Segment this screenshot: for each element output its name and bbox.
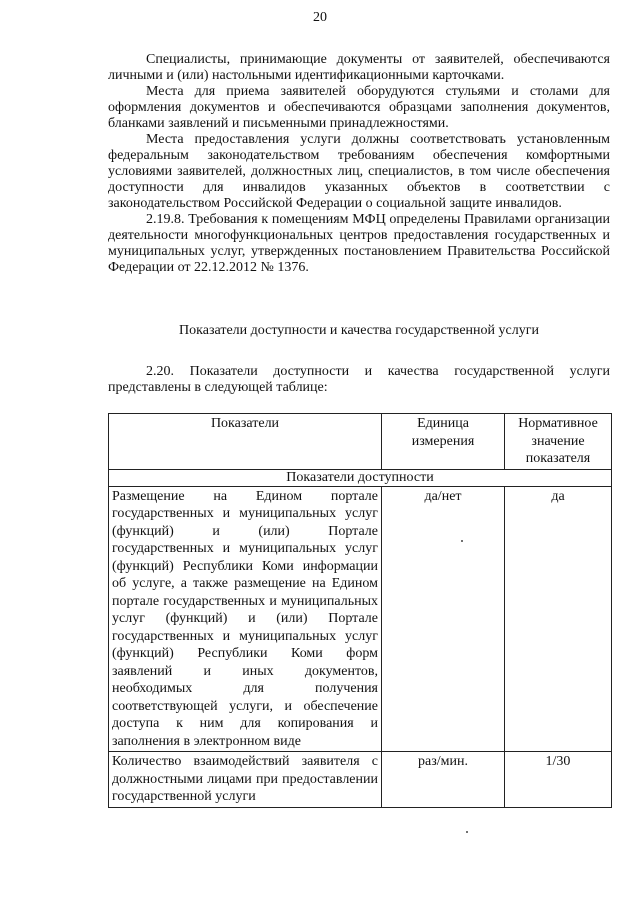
- table-header-row: [109, 414, 612, 470]
- header-cell: Единица измерения: [382, 414, 505, 470]
- table-intro: 2.20. Показатели доступности и качества государственной услуги представлены в следующей таблице:: [108, 364, 610, 395]
- header-cell: Показатели: [109, 414, 382, 470]
- section-heading: Показатели доступности и качества государственной услуги: [179, 323, 539, 338]
- scan-speck: [466, 831, 468, 833]
- page-number: 20: [313, 10, 327, 25]
- header-cell: Нормативное значение показателя: [505, 414, 612, 470]
- paragraph: Места для приема заявителей оборудуются стульями и столами для оформления документов и обеспечиваются образцами заполнения документов, бланками заявлений и письменными принадлежностями.: [108, 84, 610, 131]
- indicators-table: [108, 413, 612, 808]
- table-group-row: [109, 469, 612, 486]
- paragraph: Специалисты, принимающие документы от заявителей, обеспечиваются личными и (или) настольными идентификационными карточками.: [108, 52, 610, 83]
- paragraph: 2.19.8. Требования к помещениям МФЦ определены Правилами организации деятельности многофункциональных центров предоставления государственных и муниципальных услуг, утвержденных постановлением Правительства Российской Федерации от 22.12.2012 № 1376.: [108, 212, 610, 275]
- group-title: Показатели доступности: [109, 469, 612, 486]
- value-cell: 1/30: [505, 752, 612, 808]
- value-cell: да: [505, 486, 612, 752]
- table-row: [109, 486, 612, 752]
- indicator-cell: Размещение на Едином портале государственных и муниципальных услуг (функций) и (или) Портале государственных и муниципальных услуг (функций) Республики Коми информации об услуге, а также размещение на Едином портале государственных и муниципальных услуг (функций) и (или) Портале государственных и муниципальных услуг (функций) Республики Коми форм заявлений и иных документов, необходимых для получения соответствующей услуги, и обеспечение доступа к ним для копирования и заполнения в электронном виде: [109, 486, 382, 752]
- scan-speck: [461, 540, 463, 542]
- unit-cell: да/нет: [382, 486, 505, 752]
- paragraph: Места предоставления услуги должны соответствовать установленным федеральным законодательством требованиям обеспечения комфортными условиями заявителей, должностных лиц, специалистов, в том числе обеспечения доступности для инвалидов указанных объектов в соответствии с законодательством Российской Федерации о социальной защите инвалидов.: [108, 132, 610, 211]
- indicator-cell: Количество взаимодействий заявителя с должностными лицами при предоставлении государственной услуги: [109, 752, 382, 808]
- unit-cell: раз/мин.: [382, 752, 505, 808]
- body-text: [108, 52, 610, 276]
- table-row: [109, 752, 612, 808]
